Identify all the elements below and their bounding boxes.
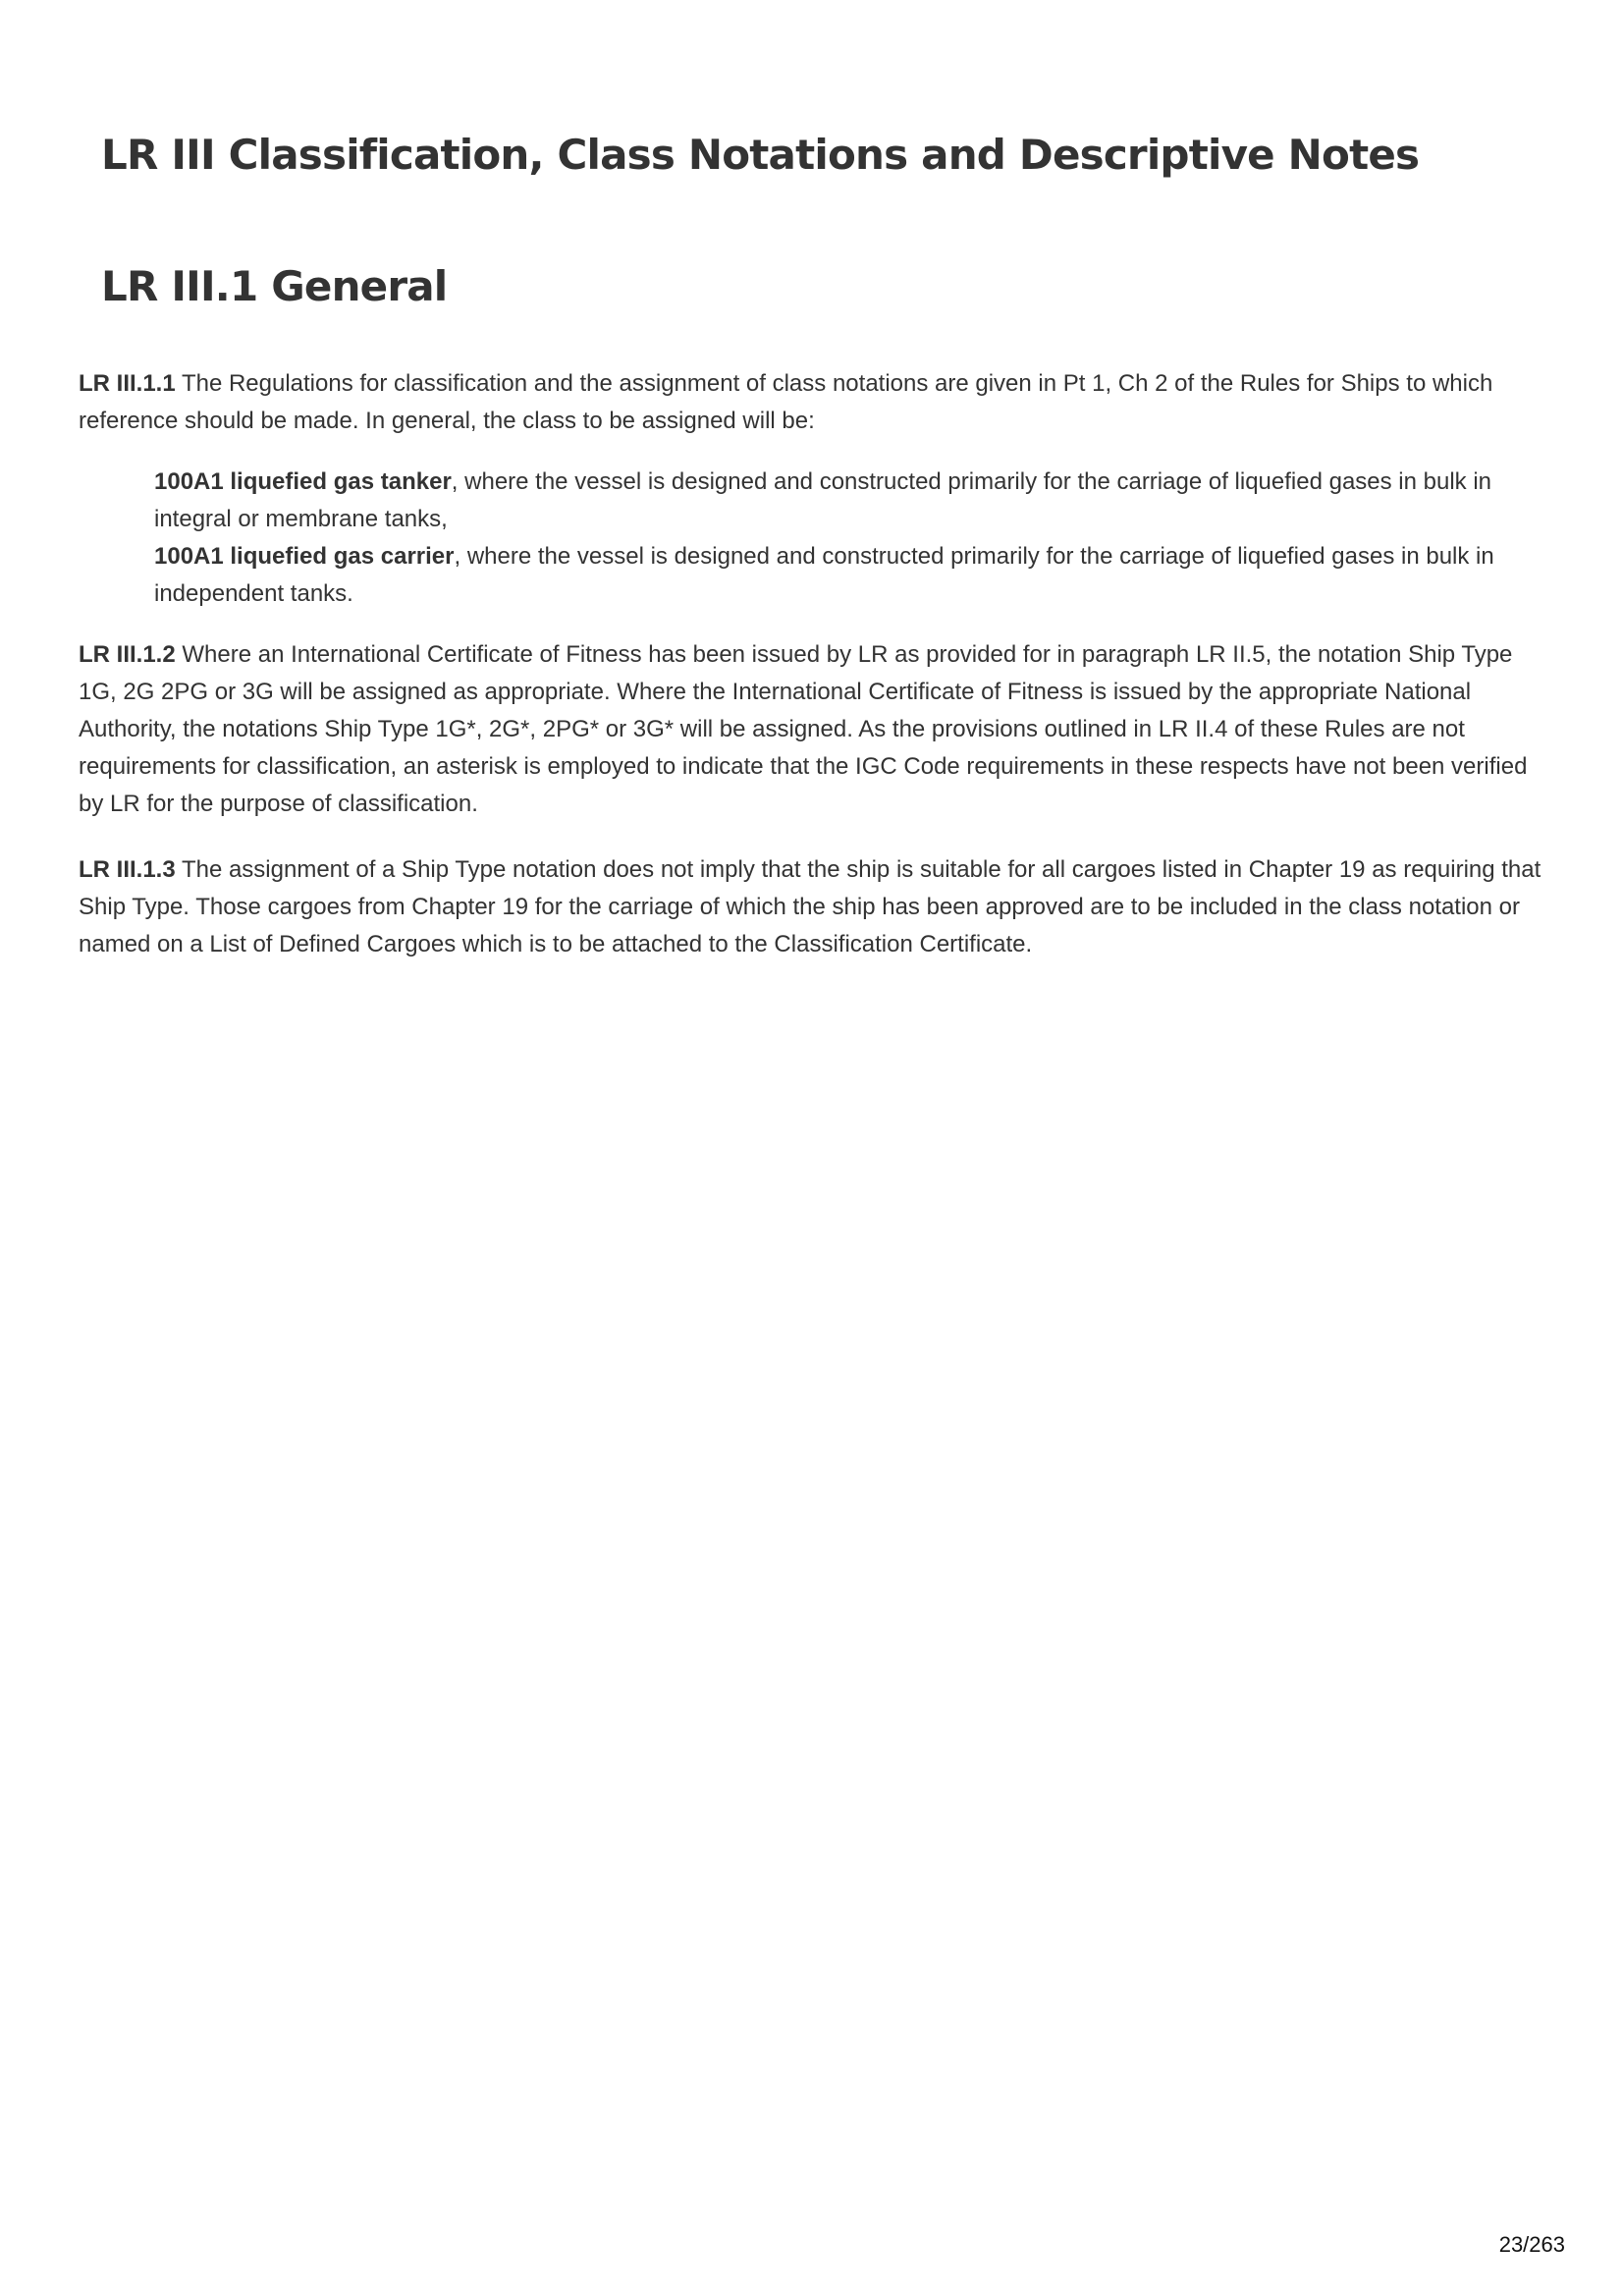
paragraph-ref: LR III.1.1 bbox=[79, 370, 176, 397]
paragraph-lr-iii-1-3 bbox=[79, 851, 1551, 963]
class-notation-description: , where the vessel is designed and constructed primarily for the carriage of liquefied gases in bulk in integral or membrane tanks, bbox=[154, 468, 1492, 532]
main-heading: LR III Classification, Class Notations and Descriptive Notes bbox=[101, 131, 1420, 179]
paragraph-text: The assignment of a Ship Type notation does not imply that the ship is suitable for all cargoes listed in Chapter 19 as requiring that Ship Type. Those cargoes from Chapter 19 for the carriage of which the ship has been approved are to be included in the class notation or named on a List of Defined Cargoes which is to be attached to the Classification Certificate. bbox=[79, 856, 1541, 957]
class-notation-list bbox=[154, 464, 1548, 613]
paragraph-ref: LR III.1.3 bbox=[79, 856, 176, 883]
paragraph-lr-iii-1-1 bbox=[79, 365, 1551, 440]
section-heading: LR III.1 General bbox=[101, 262, 448, 310]
page-number: 23/263 bbox=[1498, 2232, 1565, 2257]
list-item bbox=[154, 464, 1548, 538]
list-item bbox=[154, 538, 1548, 613]
paragraph-lr-iii-1-2 bbox=[79, 636, 1551, 823]
class-notation-description: , where the vessel is designed and constructed primarily for the carriage of liquefied gases in bulk in independent tanks. bbox=[154, 543, 1494, 607]
class-notation: 100A1 liquefied gas tanker bbox=[154, 468, 452, 495]
paragraph-text: The Regulations for classification and the assignment of class notations are given in Pt 1, Ch 2 of the Rules for Ships to which reference should be made. In general, the class to be assigned will be: bbox=[79, 370, 1493, 434]
class-notation: 100A1 liquefied gas carrier bbox=[154, 543, 455, 570]
paragraph-text: Where an International Certificate of Fitness has been issued by LR as provided for in paragraph LR II.5, the notation Ship Type 1G, 2G 2PG or 3G will be assigned as appropriate. Where the International Certificate of Fitness is issued by the appropriate National Authority, the notations Ship Type 1G*, 2G*, 2PG* or 3G* will be assigned. As the provisions outlined in LR II.4 of these Rules are not requirements for classification, an asterisk is employed to indicate that the IGC Code requirements in these respects have not been verified by LR for the purpose of classification. bbox=[79, 641, 1528, 817]
paragraph-ref: LR III.1.2 bbox=[79, 641, 176, 668]
